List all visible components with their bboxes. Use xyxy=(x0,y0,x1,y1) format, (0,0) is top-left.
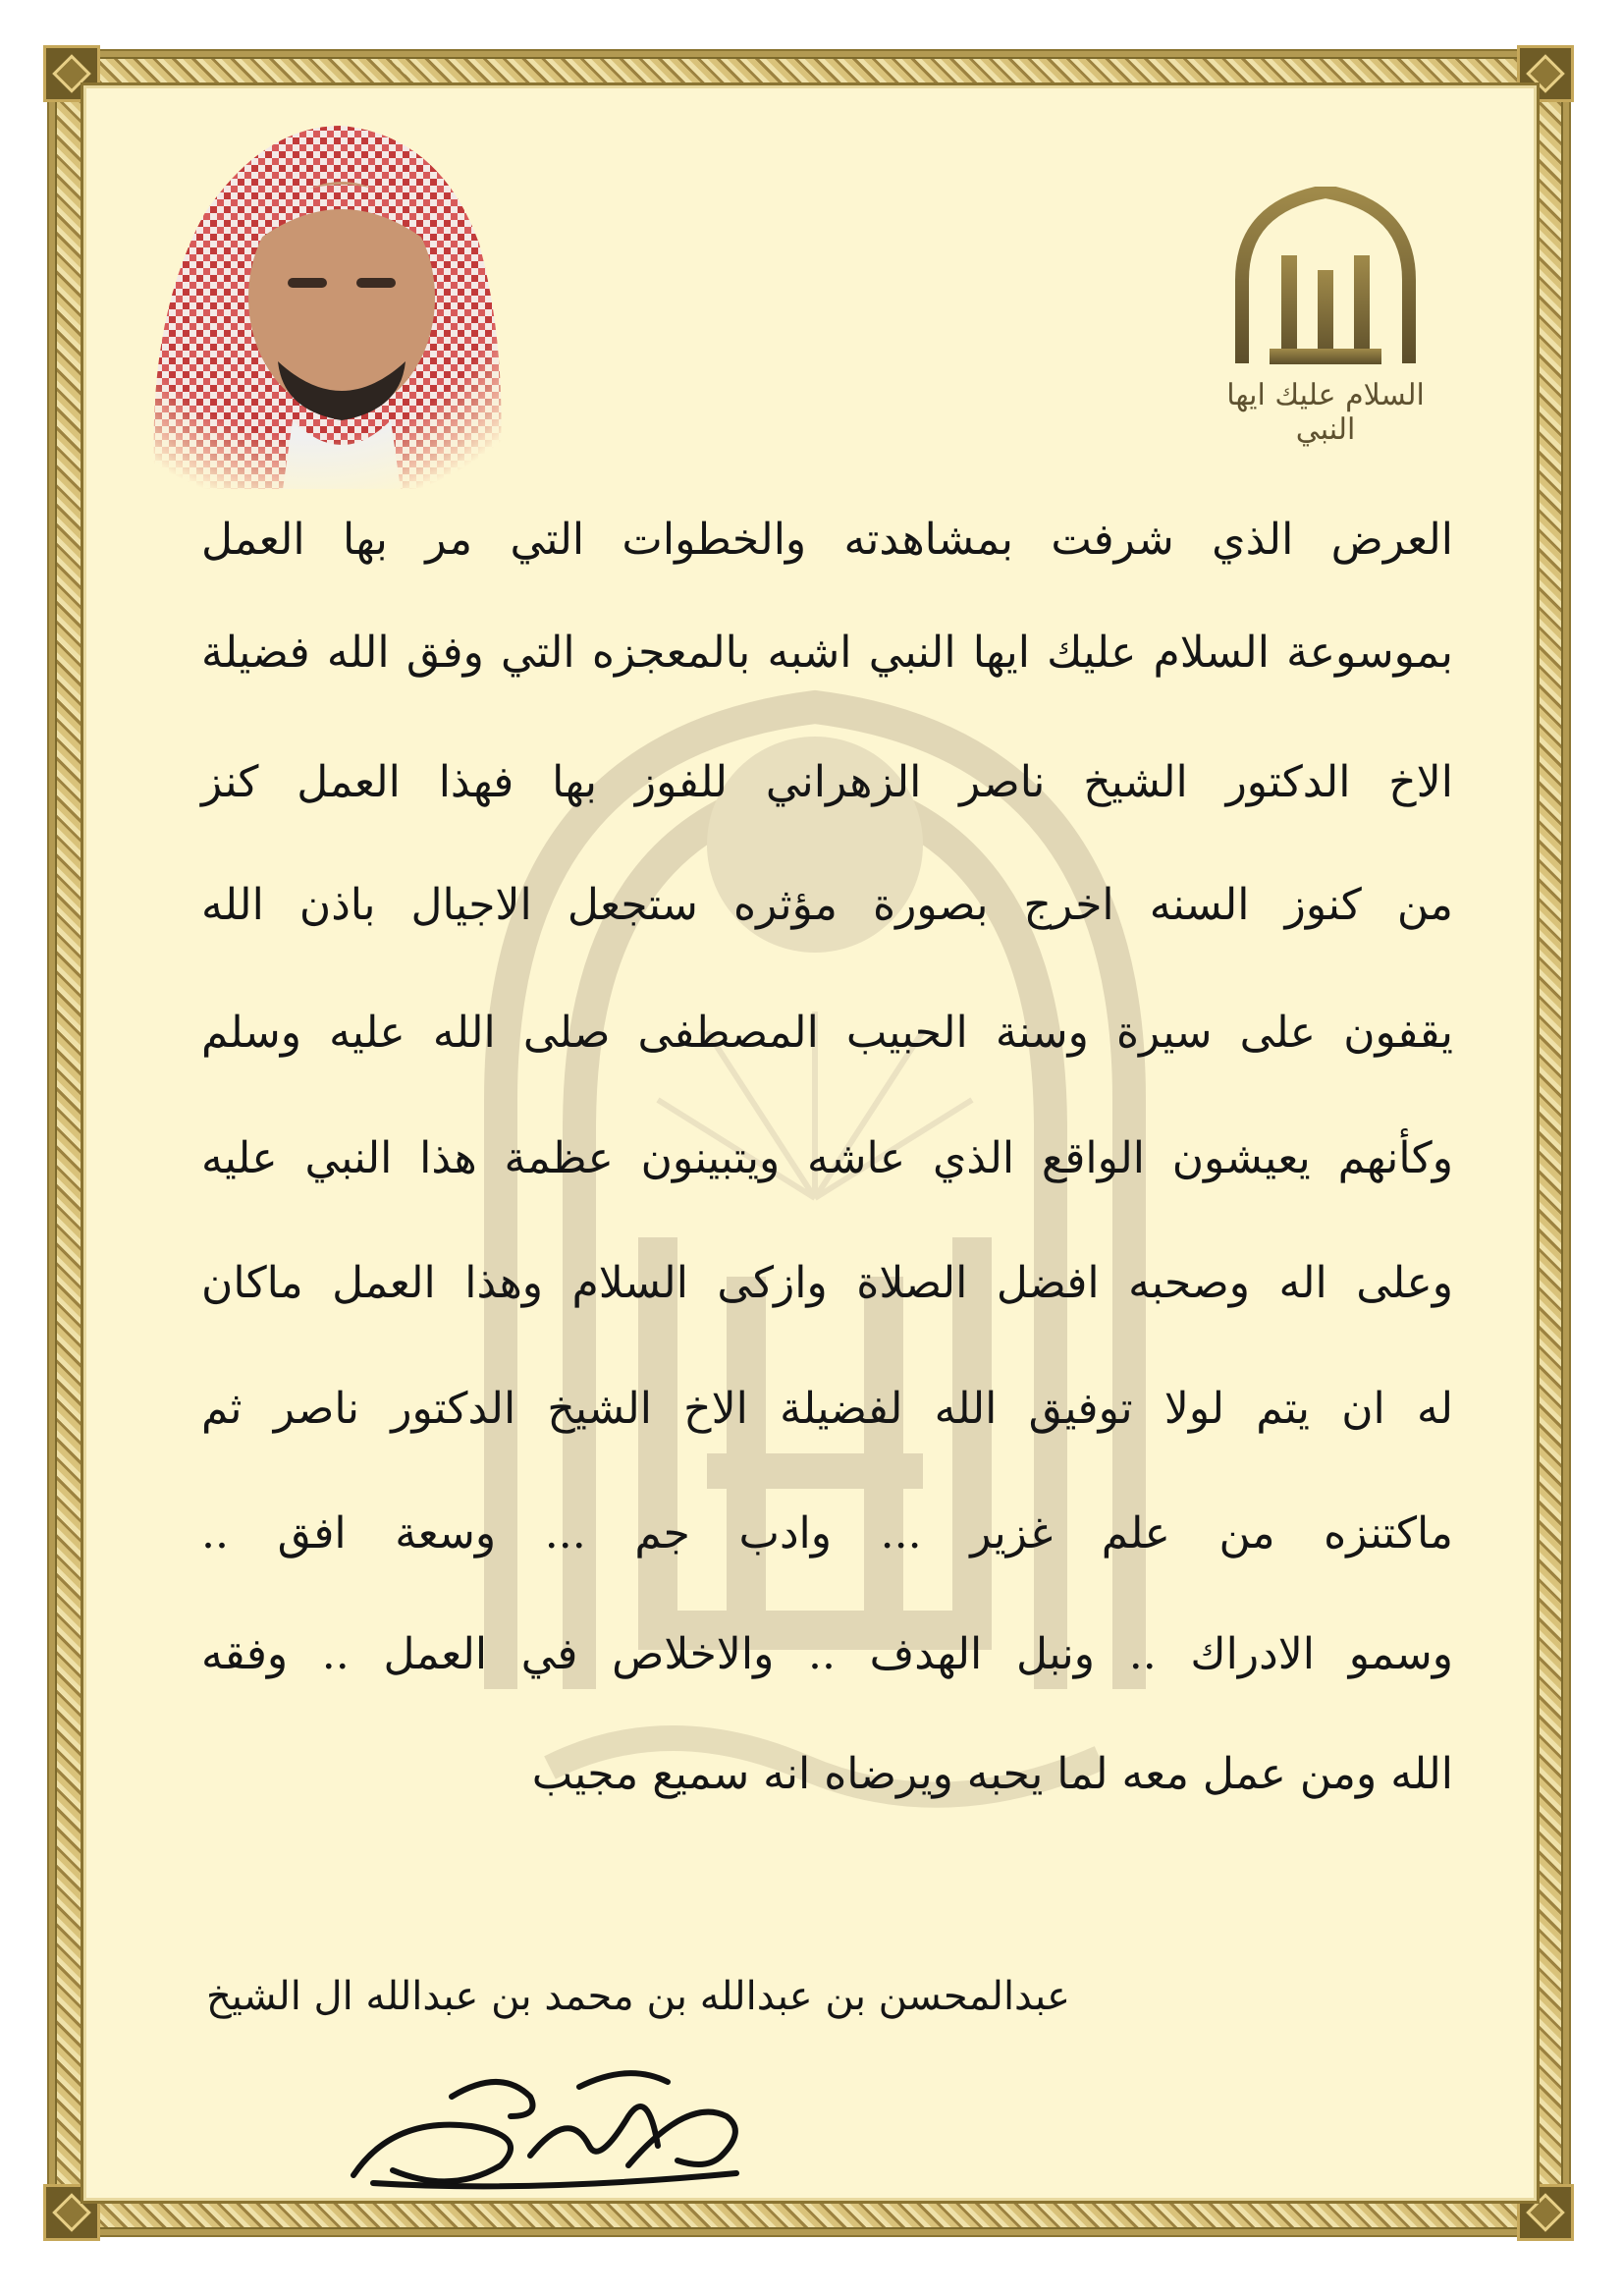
letter-line: وعلى اله وصحبه افضل الصلاة وازكى السلام وهذا العمل ماكان xyxy=(201,1258,1453,1308)
letter-line: يقفون على سيرة وسنة الحبيب المصطفى صلى الله عليه وسلم xyxy=(201,1008,1453,1058)
letter-line: العرض الذي شرفت بمشاهدته والخطوات التي مر بها العمل xyxy=(201,515,1453,565)
letter-line: من كنوز السنه اخرج بصورة مؤثره ستجعل الاجيال باذن الله xyxy=(201,880,1453,930)
letter-line: له ان يتم لولا توفيق الله لفضيلة الاخ الشيخ الدكتور ناصر ثم xyxy=(201,1384,1453,1434)
letter-line: ماكتنزه من علم غزير ... وادب جم ... وسعة افق .. xyxy=(201,1508,1453,1558)
letter-line: وسمو الادراك .. ونبل الهدف .. والاخلاص في العمل .. وفقه xyxy=(201,1629,1453,1679)
letter-line: بموسوعة السلام عليك ايها النبي اشبه بالمعجزه التي وفق الله فضيلة xyxy=(201,628,1453,678)
letter-line: الله ومن عمل معه لما يحبه ويرضاه انه سميع مجيب xyxy=(531,1749,1453,1799)
letter-line: وكأنهم يعيشون الواقع الذي عاشه ويتبينون عظمة هذا النبي عليه xyxy=(201,1133,1453,1183)
letter-line: الاخ الدكتور الشيخ ناصر الزهراني للفوز بها فهذا العمل كنز xyxy=(201,757,1453,807)
signature-mark xyxy=(334,2057,766,2195)
portrait-photo xyxy=(86,96,538,489)
logo-slogan: السلام عليك ايها النبي xyxy=(1226,378,1425,447)
signatory-name: عبدالمحسن بن عبدالله بن محمد بن عبدالله ال الشيخ xyxy=(205,1974,1070,2019)
